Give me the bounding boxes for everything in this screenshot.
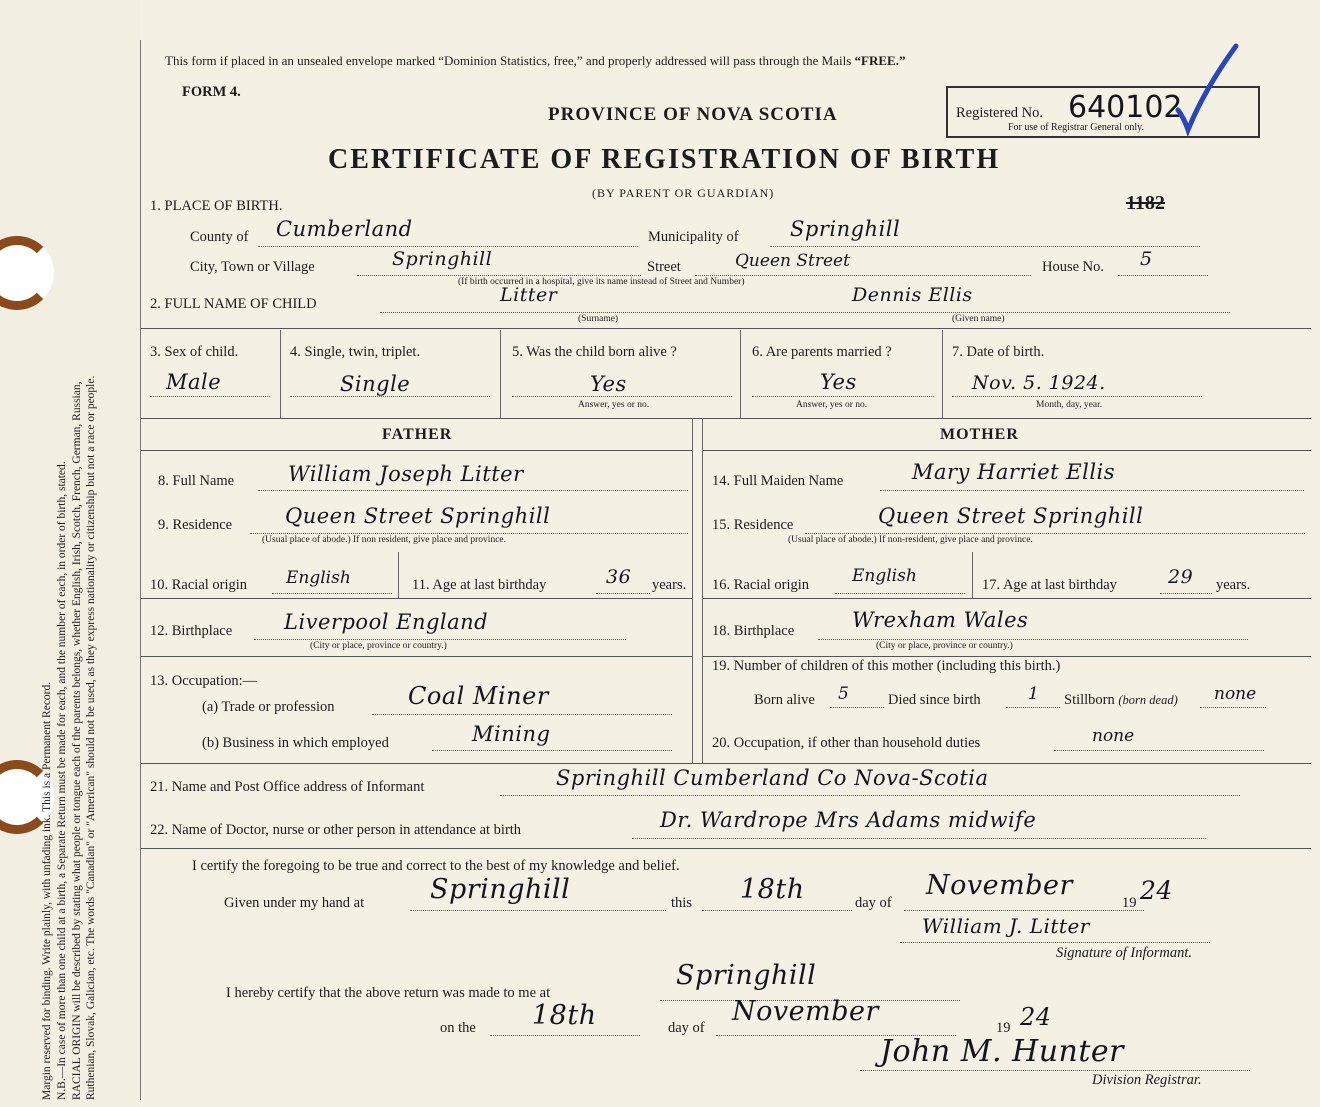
born-alive-count-label: Born alive	[754, 692, 815, 708]
mother-birthplace-caption: (City or place, province or country.)	[876, 641, 1013, 651]
father-age-label: 11. Age at last birthday	[412, 577, 547, 593]
house-value: 5	[1140, 248, 1153, 270]
father-birthplace-caption: (City or place, province or country.)	[310, 641, 447, 651]
attendant-value: Dr. Wardrope Mrs Adams midwife	[660, 808, 1037, 832]
married-answer-caption: Answer, yes or no.	[796, 400, 868, 410]
mother-name-label: 14. Full Maiden Name	[712, 473, 844, 489]
mother-age-label: 17. Age at last birthday	[982, 577, 1117, 593]
born-alive-count: 5	[838, 684, 849, 704]
business-value: Mining	[472, 722, 551, 746]
margin-line-2: N.B.—In case of more than one child at a birth, a Separate Return must be made for each, and the number of each, in order of birth, stated.	[55, 461, 68, 1100]
dob-caption: Month, day, year.	[1036, 400, 1103, 410]
informant-value: Springhill Cumberland Co Nova-Scotia	[556, 766, 989, 790]
dob-label: 7. Date of birth.	[952, 344, 1045, 360]
father-race-label: 10. Racial origin	[150, 577, 248, 593]
father-residence-value: Queen Street Springhill	[285, 504, 551, 528]
registrar-day: 18th	[532, 1000, 597, 1031]
business-label: (b) Business in which employed	[202, 735, 389, 751]
registrar-signature: John M. Hunter	[880, 1034, 1125, 1069]
trade-value: Coal Miner	[408, 682, 549, 710]
father-residence-caption: (Usual place of abode.) If non resident, give place and province.	[262, 535, 506, 545]
father-birthplace-value: Liverpool England	[284, 610, 489, 634]
mother-birthplace-label: 18. Birthplace	[712, 623, 795, 639]
registrar-note: For use of Registrar General only.	[1008, 122, 1144, 133]
registrar-year: 24	[1020, 1003, 1052, 1031]
municipality-value: Springhill	[790, 217, 901, 241]
postal-note: This form if placed in an unsealed envelope marked “Dominion Statistics, free,” and properly addressed will pass through the Mails “FREE.”	[165, 53, 906, 68]
sex-label: 3. Sex of child.	[150, 344, 239, 360]
certify-day: 18th	[740, 874, 805, 905]
city-label: City, Town or Village	[190, 259, 315, 275]
hospital-note: (If birth occurred in a hospital, give its name instead of Street and Number)	[458, 277, 745, 287]
certify-place: Springhill	[430, 874, 571, 905]
registrar-statement: I hereby certify that the above return was made to me at	[226, 985, 551, 1001]
stillborn-label: Stillborn (born dead)	[1064, 692, 1178, 708]
informant-signature-caption: Signature of Informant.	[1056, 945, 1193, 961]
margin-divider	[140, 40, 141, 1100]
city-value: Springhill	[392, 248, 493, 270]
corner-number: 1182	[1126, 192, 1165, 214]
child-name-label: 2. FULL NAME OF CHILD	[150, 296, 317, 312]
born-alive-value: Yes	[590, 372, 627, 396]
alive-answer-caption: Answer, yes or no.	[578, 400, 650, 410]
province-heading: PROVINCE OF NOVA SCOTIA	[548, 104, 838, 125]
plurality-value: Single	[340, 372, 411, 396]
registered-number: 640102	[1068, 90, 1183, 125]
father-age-value: 36	[606, 566, 632, 588]
mother-residence-caption: (Usual place of abode.) If non-resident, give place and province.	[788, 535, 1033, 545]
married-value: Yes	[820, 370, 857, 394]
document-title: CERTIFICATE OF REGISTRATION OF BIRTH	[328, 144, 1001, 175]
mother-occupation-value: none	[1092, 726, 1135, 746]
child-given-name: Dennis Ellis	[852, 284, 973, 306]
father-birthplace-label: 12. Birthplace	[150, 623, 233, 639]
informant-signature: William J. Litter	[922, 914, 1090, 938]
registrar-place: Springhill	[676, 960, 817, 991]
mother-residence-label: 15. Residence	[712, 517, 794, 533]
married-label: 6. Are parents married ?	[752, 344, 892, 360]
margin-line-4: Ruthenian, Slovak, Galician, etc. The words "Canadian" or "American" should not be used, as they express nationality or citizenship but not a race or people.	[85, 375, 98, 1100]
registrar-year-prefix: 19	[996, 1020, 1011, 1036]
certify-statement: I certify the foregoing to be true and correct to the best of my knowledge and belief.	[192, 858, 680, 874]
mother-occupation-label: 20. Occupation, if other than household duties	[712, 735, 981, 751]
mother-age-value: 29	[1168, 566, 1194, 588]
place-of-birth-label: 1. PLACE OF BIRTH.	[150, 198, 283, 214]
children-count-label: 19. Number of children of this mother (including this birth.)	[712, 658, 1061, 674]
registered-label: Registered No.	[956, 105, 1043, 121]
mother-years-label: years.	[1216, 577, 1251, 593]
mother-name-value: Mary Harriet Ellis	[912, 460, 1116, 484]
given-under-hand-label: Given under my hand at	[224, 895, 365, 911]
municipality-label: Municipality of	[648, 229, 739, 245]
dob-value: Nov. 5. 1924.	[972, 372, 1106, 394]
stillborn-count: none	[1214, 684, 1257, 704]
street-value: Queen Street	[735, 251, 850, 271]
margin-line-3: RACIAL ORIGIN will be described by stating what people or tongue each of the parents belongs, whether English, Irish, Scotch, French, German, Russian,	[70, 381, 83, 1100]
father-race-value: English	[286, 568, 351, 588]
given-caption: (Given name)	[952, 314, 1005, 324]
father-residence-label: 9. Residence	[158, 517, 233, 533]
house-label: House No.	[1042, 259, 1105, 275]
mother-race-value: English	[852, 566, 917, 586]
registrar-month: November	[732, 996, 879, 1027]
informant-label: 21. Name and Post Office address of Informant	[150, 779, 425, 795]
mother-birthplace-value: Wrexham Wales	[852, 608, 1029, 632]
died-label: Died since birth	[888, 692, 981, 708]
certify-month: November	[926, 870, 1073, 901]
mother-race-label: 16. Racial origin	[712, 577, 810, 593]
trade-label: (a) Trade or profession	[202, 699, 335, 715]
father-name-label: 8. Full Name	[158, 473, 235, 489]
born-alive-label: 5. Was the child born alive ?	[512, 344, 677, 360]
on-the-label: on the	[440, 1020, 476, 1036]
certify-day-of-label: day of	[855, 895, 892, 911]
document-subtitle: (BY PARENT OR GUARDIAN)	[592, 186, 775, 200]
child-surname: Litter	[500, 284, 558, 306]
surname-caption: (Surname)	[578, 314, 619, 324]
margin-line-1: Margin reserved for binding. Write plainly, with unfading ink. This is a Permanent Record.	[41, 681, 53, 1100]
margin-instructions	[40, 40, 99, 1100]
plurality-label: 4. Single, twin, triplet.	[290, 344, 421, 360]
father-years-label: years.	[652, 577, 687, 593]
father-name-value: William Joseph Litter	[288, 462, 524, 486]
county-value: Cumberland	[276, 217, 413, 241]
died-count: 1	[1028, 684, 1039, 704]
street-label: Street	[647, 259, 681, 275]
certify-year-prefix: 19	[1122, 895, 1137, 911]
sex-value: Male	[166, 370, 222, 394]
father-occupation-label: 13. Occupation:—	[150, 673, 258, 689]
mother-heading: MOTHER	[940, 426, 1019, 443]
certify-year: 24	[1140, 876, 1173, 905]
father-heading: FATHER	[382, 426, 453, 443]
registrar-signature-caption: Division Registrar.	[1092, 1072, 1202, 1088]
registrar-day-of-label: day of	[668, 1020, 705, 1036]
attendant-label: 22. Name of Doctor, nurse or other person in attendance at birth	[150, 822, 522, 838]
county-label: County of	[190, 229, 249, 245]
this-label: this	[671, 895, 692, 911]
check-mark-icon	[1170, 40, 1240, 140]
form-number: FORM 4.	[182, 84, 241, 100]
mother-residence-value: Queen Street Springhill	[878, 504, 1144, 528]
